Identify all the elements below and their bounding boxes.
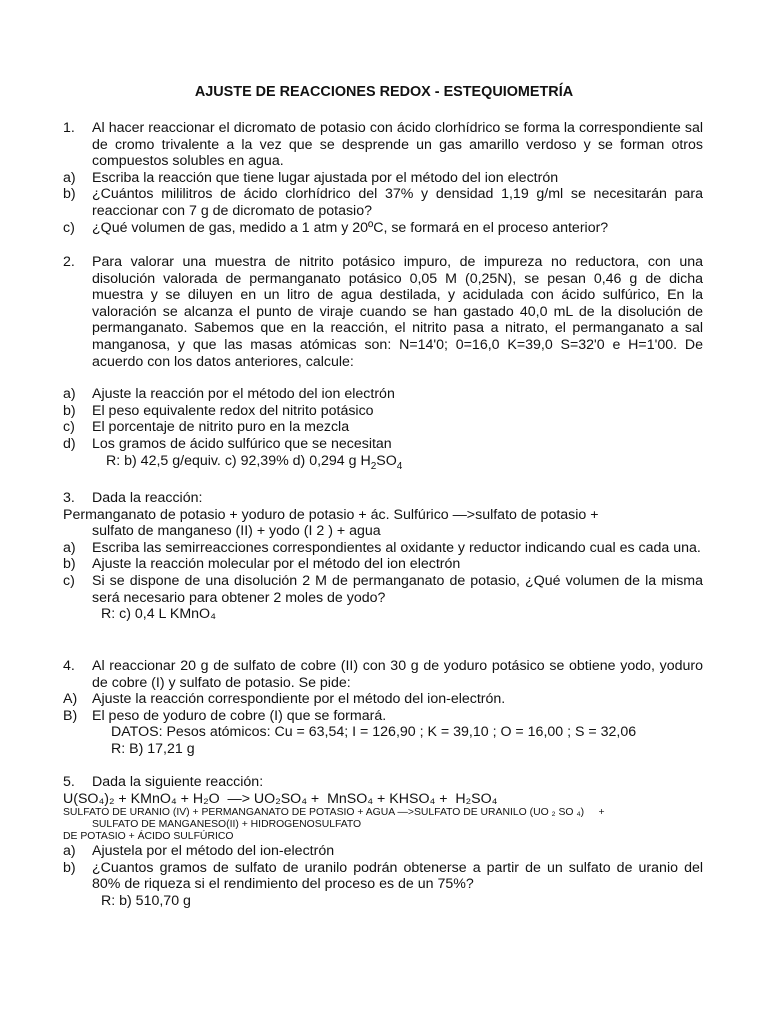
- item-label: B): [63, 707, 78, 724]
- question-2-answer: [63, 453, 703, 470]
- question-5-item-a: [63, 843, 703, 860]
- question-5-names-line-1: SULFATO DE URANIO (IV) + PERMANGANATO DE POTASIO + AGUA —>SULFATO DE URANILO (UO ₂ SO ₄) +: [63, 807, 605, 819]
- item-text: Si se dispone de una disolución 2 M de permanganato de potasio, ¿Qué volumen de la misma será necesario para obtener 2 moles de yodo?: [92, 572, 703, 606]
- question-number: 2.: [63, 254, 75, 270]
- question-4-statement: [63, 658, 703, 691]
- item-text: Escriba las semirreacciones correspondientes al oxidante y reductor indicando cual es cada una.: [92, 539, 701, 556]
- question-5-names-line-2: SULFATO DE MANGANESO(II) + HIDROGENOSULFATO: [92, 819, 362, 831]
- item-label: c): [63, 419, 75, 436]
- item-text: El peso equivalente redox del nitrito potásico: [92, 402, 374, 419]
- question-2-item-a: [63, 386, 703, 403]
- question-number: 5.: [63, 774, 75, 790]
- item-label: b): [63, 186, 76, 203]
- question-1: [63, 120, 703, 236]
- item-label: a): [63, 539, 76, 556]
- question-2-item-d: [63, 436, 703, 453]
- item-label: b): [63, 556, 76, 573]
- question-5: [63, 774, 703, 910]
- answer-subscript: 2: [370, 460, 377, 472]
- question-text: Dada la reacción:: [92, 490, 203, 506]
- question-1-item-b: [63, 186, 703, 219]
- question-2: [63, 254, 703, 472]
- page-title: AJUSTE DE REACCIONES REDOX - ESTEQUIOMETRÍA: [194, 84, 574, 100]
- question-number: 4.: [63, 658, 75, 674]
- question-text: Para valorar una muestra de nitrito potásico impuro, de impureza no reductora, con una disolución valorada de permanganato potásico 0,05 M (0,25N), se pesan 0,46 g de dicha muestra y se diluyen en un litro de agua destilada, y acidulada con ácido sulfúrico, En la valoración se alcanza el punto de viraje cuando se han gastado 40,0 mL de la disolución de permanganato. Sabemos que en la reacción, el nitrito pasa a nitrato, el permanganato a sal manganosa, y que las masas atómicas son: N=14'0; 0=16,0 K=39,0 S=32'0 e H=1'00. De acuerdo con los datos anteriores, calcule:: [92, 254, 703, 370]
- question-5-statement: [63, 774, 703, 791]
- question-3-reaction-line-1: Permanganato de potasio + yoduro de potasio + ác. Sulfúrico —>sulfato de potasio +: [63, 506, 599, 523]
- item-text: El porcentaje de nitrito puro en la mezcla: [92, 419, 350, 436]
- question-4-data: DATOS: Pesos atómicos: Cu = 63,54; I = 126,90 ; K = 39,10 ; O = 16,00 ; S = 32,06: [111, 724, 637, 741]
- question-2-item-b: [63, 403, 703, 420]
- item-label: a): [63, 843, 76, 860]
- question-1-item-c: [63, 220, 703, 237]
- question-5-equation: U(SO₄)₂ + KMnO₄ + H₂O —> UO₂SO₄ + MnSO₄ + KHSO₄ + H₂SO₄: [63, 790, 498, 807]
- answer-subscript: 4: [396, 460, 403, 472]
- item-text: ¿Cuántos mililitros de ácido clorhídrico del 37% y densidad 1,19 g/ml se necesitarán para reaccionar con 7 g de dicromato de potasio?: [92, 186, 703, 219]
- item-label: b): [63, 402, 76, 419]
- question-text: Al hacer reaccionar el dicromato de potasio con ácido clorhídrico se forma la correspondiente sal de cromo trivalente a la vez que se desprende un gas amarillo verdoso y se forman otros compuestos solubles en agua.: [92, 120, 703, 170]
- answer-text-suffix: SO: [376, 452, 397, 469]
- question-number: 1.: [63, 120, 75, 136]
- question-3-item-c: [63, 573, 703, 606]
- item-text: El peso de yoduro de cobre (I) que se formará.: [92, 707, 387, 724]
- question-3-item-b: [63, 556, 703, 573]
- item-label: d): [63, 435, 76, 452]
- question-2-statement: [63, 254, 703, 370]
- item-text: Ajuste la reacción correspondiente por el método del ion-electrón.: [92, 691, 506, 708]
- question-3-item-a: [63, 540, 703, 557]
- question-2-item-c: [63, 419, 703, 436]
- item-text: ¿Cuantos gramos de sulfato de uranilo podrán obtenerse a partir de un sulfato de uranio del 80% de riqueza si el rendimiento del proceso es de un 75%?: [92, 859, 703, 893]
- question-4-answer: R: B) 17,21 g: [111, 740, 195, 757]
- question-number: 3.: [63, 490, 75, 506]
- question-4-item-b: [63, 708, 703, 725]
- question-text: Dada la siguiente reacción:: [92, 774, 264, 790]
- question-text: Al reaccionar 20 g de sulfato de cobre (II) con 30 g de yoduro potásico se obtiene yodo, yoduro de cobre (I) y sulfato de potasio. Se pide:: [92, 658, 703, 691]
- item-label: A): [63, 691, 78, 708]
- question-5-answer: R: b) 510,70 g: [101, 892, 191, 909]
- item-label: a): [63, 169, 76, 186]
- answer-text: R: b) 42,5 g/equiv. c) 92,39% d) 0,294 g H: [106, 452, 371, 469]
- question-1-statement: [63, 120, 703, 170]
- item-text: Ajuste la reacción por el método del ion electrón: [92, 386, 395, 403]
- item-label: c): [63, 219, 75, 236]
- question-5-names-line-3: DE POTASIO + ÁCIDO SULFÚRICO: [63, 831, 234, 843]
- item-text: Escriba la reacción que tiene lugar ajustada por el método del ion electrón: [92, 169, 559, 186]
- question-1-item-a: [63, 170, 703, 187]
- item-label: b): [63, 859, 76, 876]
- item-text: Los gramos de ácido sulfúrico que se necesitan: [92, 435, 392, 452]
- question-3-reaction-line-2: sulfato de manganeso (II) + yodo (I 2 ) + agua: [92, 523, 381, 540]
- question-4-item-a: [63, 691, 703, 708]
- item-text: ¿Qué volumen de gas, medido a 1 atm y 20ºC, se formará en el proceso anterior?: [92, 219, 609, 236]
- question-5-item-b: [63, 860, 703, 893]
- item-text: Ajustela por el método del ion-electrón: [92, 843, 335, 860]
- question-4: [63, 658, 703, 758]
- question-3-answer: R: c) 0,4 L KMnO₄: [101, 606, 216, 623]
- item-text: Ajuste la reacción molecular por el método del ion electrón: [92, 556, 461, 573]
- question-3-statement: [63, 490, 703, 507]
- item-label: c): [63, 572, 75, 589]
- question-3: [63, 490, 703, 623]
- item-label: a): [63, 386, 76, 403]
